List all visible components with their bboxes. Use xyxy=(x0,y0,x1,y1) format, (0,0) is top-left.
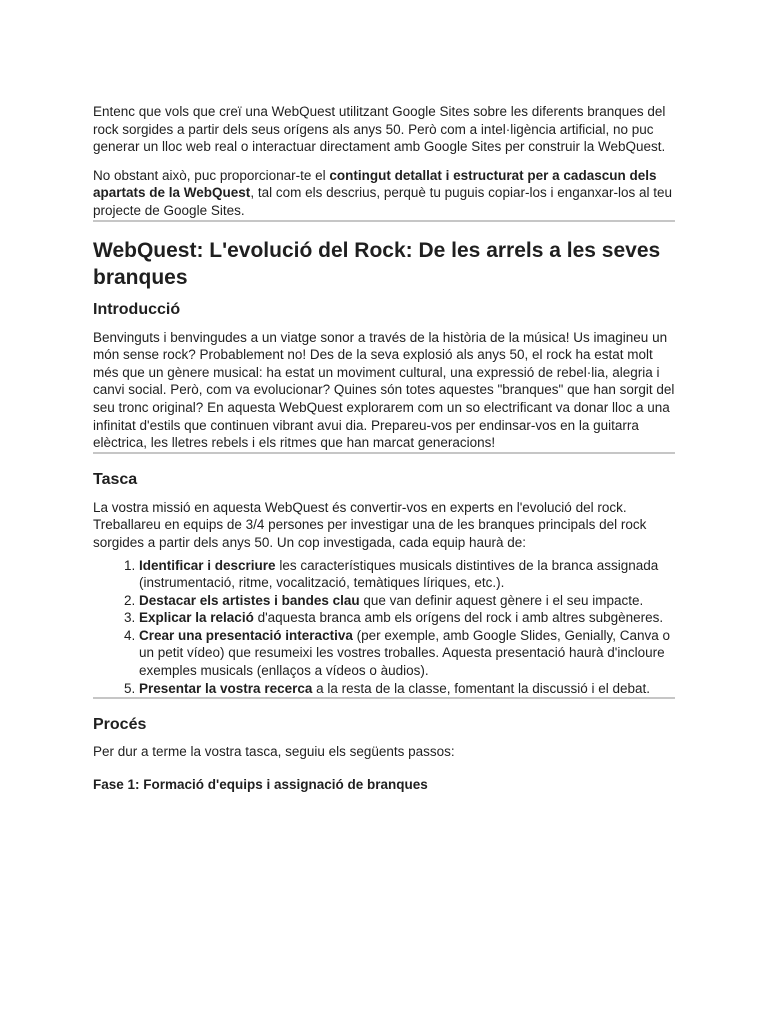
list-item xyxy=(139,592,675,610)
list-item xyxy=(139,609,675,627)
list-item-text: les característiques musicals distintives de la branca assignada (instrumentació, ritme, vocalització, temàtiques líriques, etc.). xyxy=(139,557,659,591)
proces-heading: Procés xyxy=(93,716,147,734)
list-item-bold: Presentar la vostra recerca xyxy=(139,680,313,696)
intro-paragraph-2 xyxy=(93,167,675,220)
list-item-bold: Destacar els artistes i bandes clau xyxy=(139,592,360,608)
list-item-bold: Explicar la relació xyxy=(139,610,254,626)
intro-paragraph-2-bold: contingut detallat i estructurat per a cadascun dels apartats de la WebQuest xyxy=(93,167,657,201)
list-item-text: a la resta de la classe, fomentant la discussió i el debat. xyxy=(312,680,651,696)
section-divider xyxy=(93,697,675,699)
list-item-text: (per exemple, amb Google Slides, Genially, Canva o un petit vídeo) que resumeixi les vostres troballes. Aquesta presentació haurà d'incloure exemples musicals (enllaços a vídeos o àudios). xyxy=(139,627,671,679)
list-item-bold: Identificar i descriure xyxy=(139,557,276,573)
section-divider xyxy=(93,452,675,454)
list-item-text: d'aquesta branca amb els orígens del rock i amb altres subgèneres. xyxy=(253,610,664,626)
fase-1-heading: Fase 1: Formació d'equips i assignació de branques xyxy=(93,776,428,792)
list-item-text: que van definir aquest gènere i el seu impacte. xyxy=(359,592,644,608)
introduccio-text: Benvinguts i benvingudes a un viatge sonor a través de la història de la música! Us imagineu un món sense rock? Probablement no! Des de la seva explosió als anys 50, el rock ha estat molt més que un gènere musical: ha estat un moviment cultural, una expressió de rebel·lia, alegria i canvi social. Però, com va evolucionar? Quines són totes aquestes "branques" que han sorgit del seu tronc original? En aquesta WebQuest explorarem com un so electrificant va donar lloc a una infinitat d'estils que continuen vibrant avui dia. Prepareu-vos per endinsar-vos en la guitarra elèctrica, les lletres rebels i els ritmes que han marcat generacions! xyxy=(93,329,675,451)
tasca-heading: Tasca xyxy=(93,470,138,488)
intro-paragraph-2-end: , tal com els descrius, perquè tu puguis copiar-los i enganxar-los al teu projecte de Google Sites. xyxy=(93,185,673,218)
list-item-bold: Crear una presentació interactiva xyxy=(139,627,353,643)
list-item xyxy=(139,680,675,698)
proces-text: Per dur a terme la vostra tasca, seguiu els següents passos: xyxy=(93,744,455,760)
list-item xyxy=(139,627,675,680)
tasca-list xyxy=(93,557,675,698)
intro-paragraph-1: Entenc que vols que creï una WebQuest utilitzant Google Sites sobre les diferents branques del rock sorgides a partir dels seus orígens als anys 50. Però com a intel·ligència artificial, no puc generar un lloc web real o interactuar directament amb Google Sites per construir la WebQuest. xyxy=(93,104,666,155)
intro-paragraph-2-start: No obstant això, puc proporcionar-te el xyxy=(93,167,330,183)
list-item xyxy=(139,557,675,592)
tasca-text: La vostra missió en aquesta WebQuest és convertir-vos en experts en l'evolució del rock. Treballareu en equips de 3/4 persones per investigar una de les branques principals del rock sorgides a partir dels anys 50. Un cop investigada, cada equip haurà de: xyxy=(93,499,647,550)
section-divider xyxy=(93,220,675,222)
introduccio-heading: Introducció xyxy=(93,300,181,318)
page-title: WebQuest: L'evolució del Rock: De les arrels a les seves branques xyxy=(93,238,661,289)
